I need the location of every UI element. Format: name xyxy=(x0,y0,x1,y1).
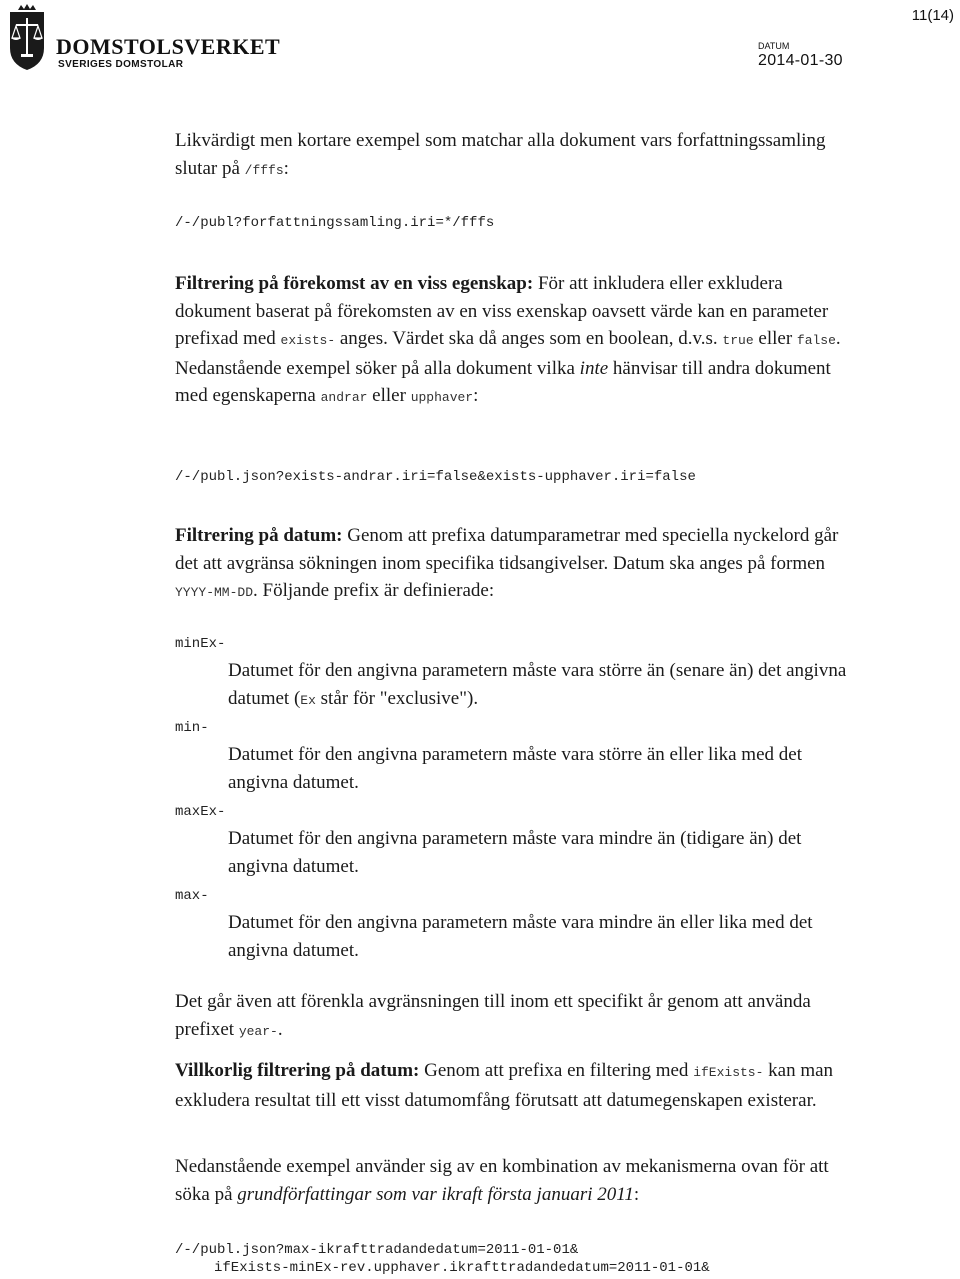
code-example-3-line-2: ifExists-minEx-rev.upphaver.ikrafttradandedatum=2011-01-01& xyxy=(214,1260,710,1276)
paragraph-text: : xyxy=(283,157,289,179)
inline-code: Ex xyxy=(300,693,316,708)
date-label: DATUM xyxy=(758,41,790,51)
inline-code: andrar xyxy=(320,390,368,405)
code-example-3-line-1: /-/publ.json?max-ikrafttradandedatum=2011-01-01& xyxy=(175,1242,579,1258)
paragraph-text: För att inkludera eller exkludera dokument baserat på förekomsten av en viss exenskap oavsett värde kan en parameter prefixad med xyxy=(175,273,829,349)
crest-icon xyxy=(6,4,48,72)
section-heading: Villkorlig filtrering på datum: xyxy=(175,1060,420,1081)
paragraph-text: kan man exkludera resultat till ett visst datumomfång förutsatt att datumegenskapen existerar. xyxy=(175,1060,834,1111)
logo-subtitle: SVERIGES DOMSTOLAR xyxy=(58,59,184,70)
paragraph-exists-filter xyxy=(175,270,855,412)
definition-description: Datumet för den angivna parametern måste vara större än eller lika med det angivna datumet. xyxy=(228,744,802,793)
definition-text: Datumet för den angivna parametern måste vara större än (senare än) det angivna datumet ( xyxy=(228,660,847,709)
code-example-2: /-/publ.json?exists-andrar.iri=false&exists-upphaver.iri=false xyxy=(175,469,696,485)
paragraph-intro xyxy=(175,127,855,184)
paragraph-text: Nedanstående exempel använder sig av en kombination av mekanismerna ovan för att söka på xyxy=(175,1156,829,1205)
definition-term: max- xyxy=(175,888,209,904)
inline-code: /fffs xyxy=(244,162,284,178)
definition-description: Datumet för den angivna parametern måste vara mindre än eller lika med det angivna datumet. xyxy=(228,912,813,961)
paragraph-text: Det går även att förenkla avgränsningen till inom ett specifikt år genom att använda prefixet xyxy=(175,991,811,1040)
inline-code: false xyxy=(796,333,836,348)
paragraph-text: . xyxy=(277,1018,283,1040)
section-heading: Filtrering på datum: xyxy=(175,525,343,546)
paragraph-text: . Nedanstående exempel söker på alla dokument vilka xyxy=(175,328,841,379)
paragraph-date-filter xyxy=(175,522,855,607)
paragraph-text: Genom att prefixa datumparametrar med speciella nyckelord går det att avgränsa sökningen inom specifika tidsangivelser. Datum ska anges på formen xyxy=(175,525,839,574)
paragraph-text: : xyxy=(473,385,479,406)
paragraph-text: Genom att prefixa en filtering med xyxy=(419,1060,694,1081)
emphasis: grundförfattingar som var ikraft första januari 2011 xyxy=(237,1183,634,1205)
definition-description: Datumet för den angivna parametern måste vara mindre än (tidigare än) det angivna datumet. xyxy=(228,828,802,877)
inline-code: true xyxy=(722,333,754,348)
definition-description xyxy=(228,657,858,715)
inline-code: exists- xyxy=(280,333,336,348)
paragraph-text: anges. Värdet ska då anges som en boolean, d.v.s. xyxy=(335,328,723,349)
definition-term: min- xyxy=(175,720,209,736)
code-example-1: /-/publ?forfattningssamling.iri=*/fffs xyxy=(175,215,495,231)
definition-term: minEx- xyxy=(175,636,226,652)
paragraph-text: . Följande prefix är definierade: xyxy=(253,580,495,601)
paragraph-year-prefix xyxy=(175,988,855,1045)
date-value: 2014-01-30 xyxy=(758,52,843,69)
inline-code: year- xyxy=(238,1023,278,1039)
domstolsverket-logo xyxy=(6,4,281,72)
paragraph-text: hänvisar till andra dokument med egenskaperna xyxy=(175,357,831,406)
page-header xyxy=(0,0,960,80)
definition-term: maxEx- xyxy=(175,804,226,820)
page-number: 11(14) xyxy=(911,7,954,24)
paragraph-combined-example xyxy=(175,1153,855,1208)
inline-code: YYYY-MM-DD xyxy=(175,585,254,600)
logo-name: DOMSTOLSVERKET xyxy=(56,34,281,59)
paragraph-text: eller xyxy=(753,328,797,349)
inline-code: upphaver xyxy=(410,390,474,405)
emphasis: inte xyxy=(579,357,609,379)
inline-code: ifExists- xyxy=(693,1065,764,1080)
paragraph-conditional-filter xyxy=(175,1057,855,1114)
definition-text: står för "exclusive"). xyxy=(315,688,479,709)
paragraph-text: : xyxy=(633,1183,640,1205)
paragraph-text: eller xyxy=(367,385,411,406)
section-heading: Filtrering på förekomst av en viss egenskap: xyxy=(175,273,534,294)
paragraph-text: Likvärdigt men kortare exempel som matchar alla dokument vars forfattningssamling slutar på xyxy=(175,130,826,179)
